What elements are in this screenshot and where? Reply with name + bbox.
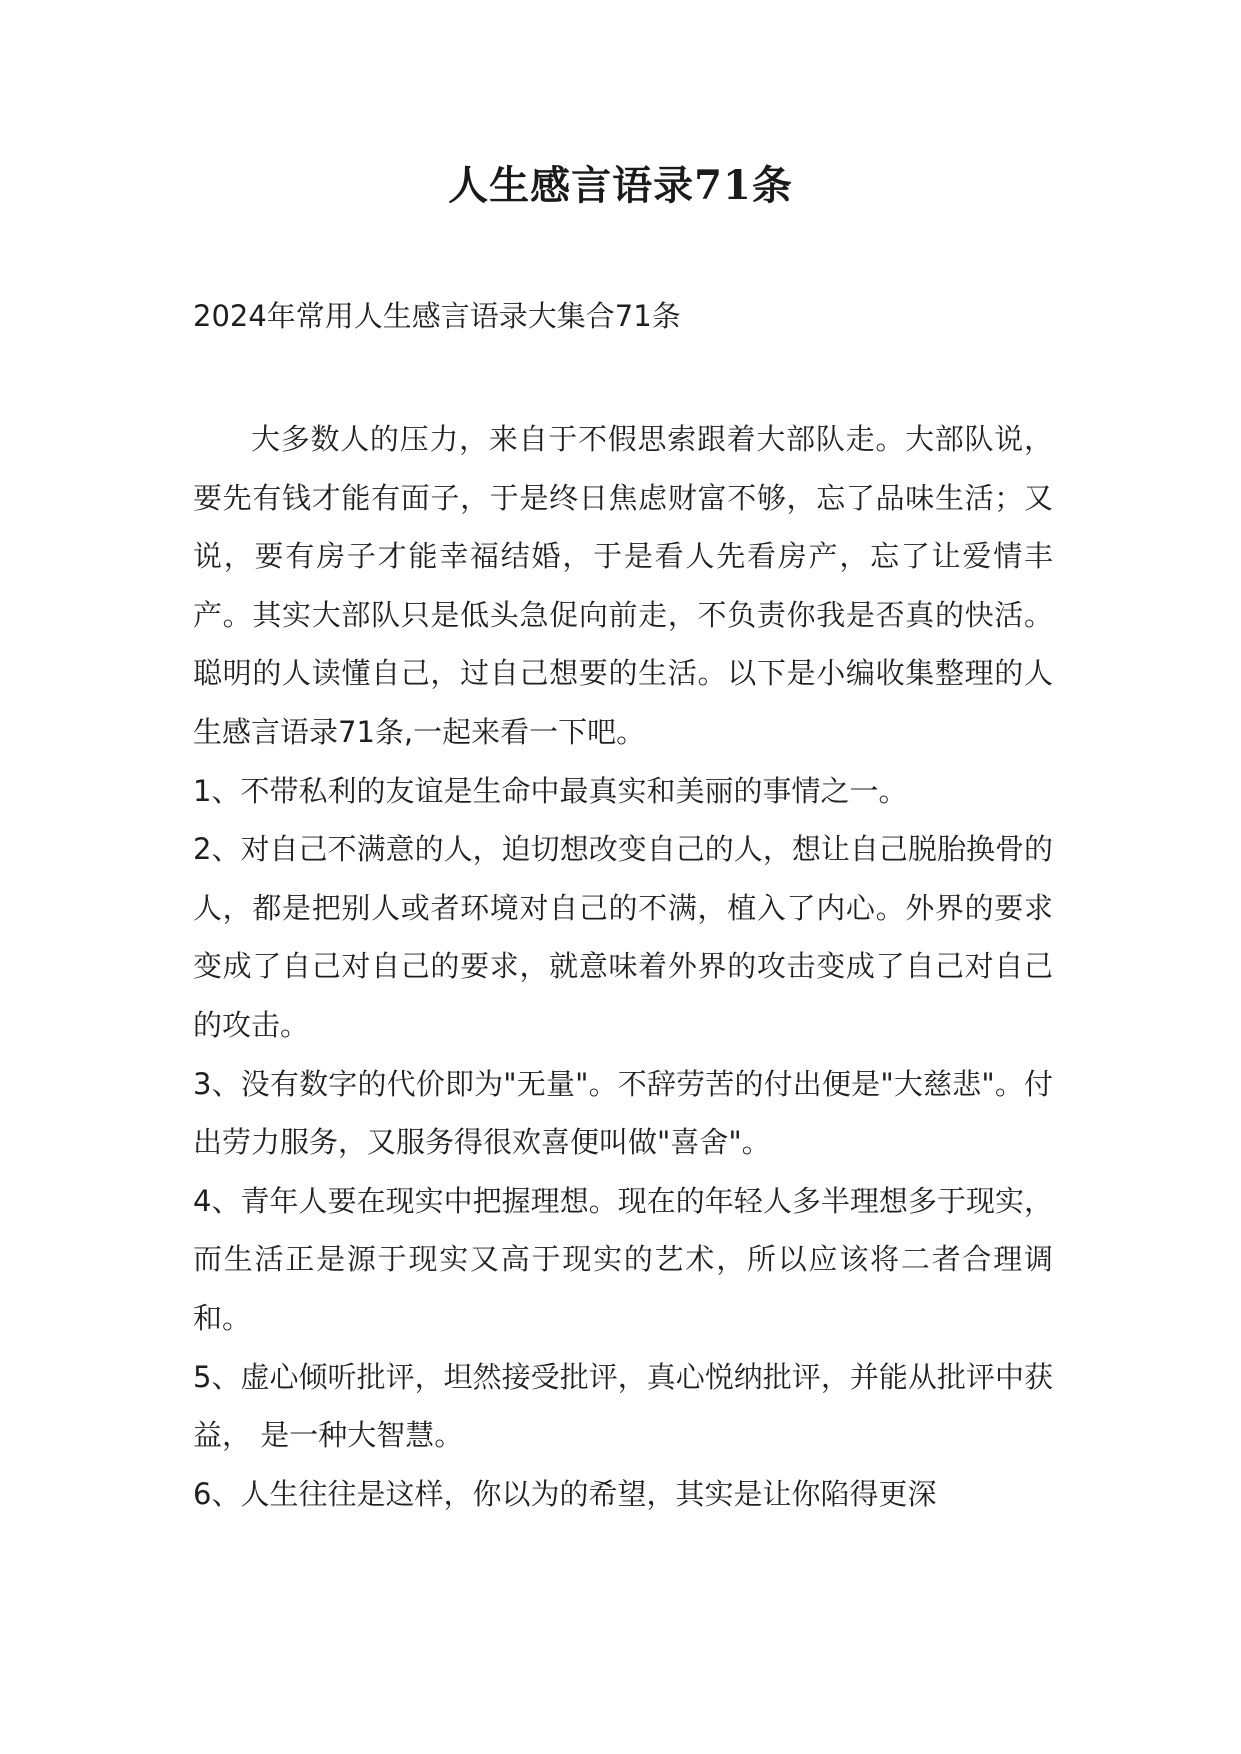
document-subtitle: 2024年常用人生感言语录大集合71条	[193, 299, 681, 333]
document-title: 人生感言语录71条	[448, 162, 793, 209]
list-item: 6、人生往往是这样，你以为的希望，其实是让你陷得更深	[193, 1476, 937, 1511]
list-item: 1、不带私利的友谊是生命中最真实和美丽的事情之一。	[193, 773, 908, 808]
list-item: 3、没有数字的代价即为"无量"。不辞劳苦的付出便是"大慈悲"。付出劳力服务，又服务得很欢喜便叫做"喜舍"。	[193, 1066, 1053, 1160]
document-body	[193, 410, 1053, 1523]
list-item: 4、青年人要在现实中把握理想。现在的年轻人多半理想多于现实，而生活正是源于现实又高于现实的艺术，所以应该将二者合理调和。	[193, 1183, 1053, 1335]
list-item: 2、对自己不满意的人，迫切想改变自己的人，想让自己脱胎换骨的人，都是把别人或者环境对自己的不满，植入了内心。外界的要求变成了自己对自己的要求，就意味着外界的攻击变成了自己对自己的攻击。	[193, 832, 1053, 1042]
intro-paragraph: 大多数人的压力，来自于不假思索跟着大部队走。大部队说，要先有钱才能有面子，于是终日焦虑财富不够，忘了品味生活；又说，要有房子才能幸福结婚，于是看人先看房产，忘了让爱情丰产。其实大部队只是低头急促向前走，不负责你我是否真的快活。聪明的人读懂自己，过自己想要的生活。以下是小编收集整理的人生感言语录71条,一起来看一下吧。	[193, 422, 1053, 749]
list-item: 5、虚心倾听批评，坦然接受批评，真心悦纳批评，并能从批评中获益， 是一种大智慧。	[193, 1359, 1053, 1453]
